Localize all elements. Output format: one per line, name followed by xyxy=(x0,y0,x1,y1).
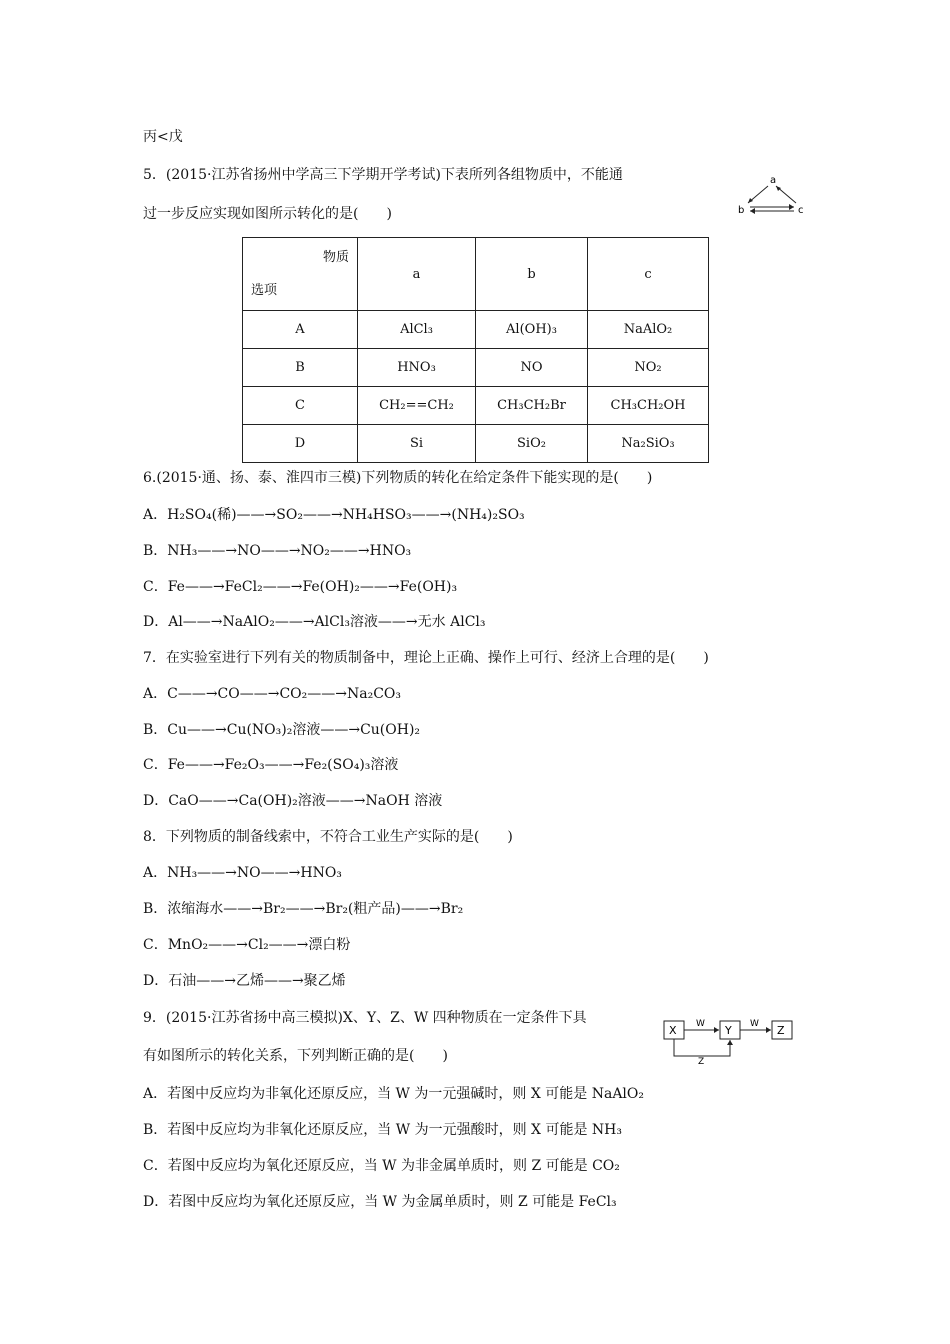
cell-c: NaAlO₂ xyxy=(588,311,709,349)
q9-xyzw-diagram xyxy=(660,1014,800,1066)
cell-c: NO₂ xyxy=(588,349,709,387)
cell-b: Al(OH)₃ xyxy=(476,311,588,349)
q9-stem-line1: 9．(2015·江苏省扬中高三模拟)X、Y、Z、W 四种物质在一定条件下具 xyxy=(143,1010,587,1026)
row-option: B xyxy=(243,349,358,387)
box-y: Y xyxy=(725,1024,732,1037)
table-row xyxy=(243,349,709,387)
row-option: A xyxy=(243,311,358,349)
col-header-b: b xyxy=(476,238,588,311)
q9-stem-line2: 有如图所示的转化关系，下列判断正确的是( ) xyxy=(143,1048,448,1064)
arrow-label-z: Z xyxy=(698,1057,705,1066)
q7-stem: 7．在实验室进行下列有关的物质制备中，理论上正确、操作上可行、经济上合理的是( ) xyxy=(143,650,709,666)
q8-option-b: B．浓缩海水——→Br₂——→Br₂(粗产品)——→Br₂ xyxy=(143,901,464,917)
box-z: Z xyxy=(777,1024,785,1037)
table-corner-cell xyxy=(243,238,358,311)
q8-option-a: A．NH₃——→NO——→HNO₃ xyxy=(143,865,342,881)
q6-stem: 6.(2015·通、扬、泰、淮四市三模)下列物质的转化在给定条件下能实现的是( ) xyxy=(143,470,653,486)
cell-c: CH₃CH₂OH xyxy=(588,387,709,425)
q6-option-d: D．Al——→NaAlO₂——→AlCl₃溶液——→无水 AlCl₃ xyxy=(143,614,486,630)
q5-triangle-diagram xyxy=(736,172,808,220)
table-row xyxy=(243,387,709,425)
row-option: C xyxy=(243,387,358,425)
col-header-a: a xyxy=(358,238,476,311)
cell-b: CH₃CH₂Br xyxy=(476,387,588,425)
cell-a: HNO₃ xyxy=(358,349,476,387)
q6-option-c: C．Fe——→FeCl₂——→Fe(OH)₂——→Fe(OH)₃ xyxy=(143,579,458,595)
q5-stem-line1: 5．(2015·江苏省扬州中学高三下学期开学考试)下表所列各组物质中，不能通 xyxy=(143,167,623,183)
q9-option-d: D．若图中反应均为氧化还原反应，当 W 为金属单质时，则 Z 可能是 FeCl₃ xyxy=(143,1194,617,1210)
arrow-label-w1: W xyxy=(696,1019,705,1029)
cell-a: AlCl₃ xyxy=(358,311,476,349)
arrow-label-w2: W xyxy=(750,1019,759,1029)
q7-option-a: A．C——→CO——→CO₂——→Na₂CO₃ xyxy=(143,686,402,702)
corner-top-label: 物质 xyxy=(322,250,349,265)
q7-option-b: B．Cu——→Cu(NO₃)₂溶液——→Cu(OH)₂ xyxy=(143,722,421,738)
col-header-c: c xyxy=(588,238,709,311)
corner-bottom-label: 选项 xyxy=(251,283,278,298)
box-x: X xyxy=(669,1024,677,1037)
q5-options-table xyxy=(242,237,709,463)
lead-text: 丙<戊 xyxy=(143,129,183,145)
row-option: D xyxy=(243,425,358,463)
cell-b: SiO₂ xyxy=(476,425,588,463)
q9-option-a: A．若图中反应均为非氧化还原反应，当 W 为一元强碱时，则 X 可能是 NaAlO₂ xyxy=(143,1086,644,1102)
cell-a: Si xyxy=(358,425,476,463)
q6-option-a: A．H₂SO₄(稀)——→SO₂——→NH₄HSO₃——→(NH₄)₂SO₃ xyxy=(143,507,525,523)
q8-stem: 8．下列物质的制备线索中，不符合工业生产实际的是( ) xyxy=(143,829,513,845)
table-row xyxy=(243,425,709,463)
q8-option-c: C．MnO₂——→Cl₂——→漂白粉 xyxy=(143,937,351,953)
cell-a: CH₂==CH₂ xyxy=(358,387,476,425)
diagram-c: c xyxy=(798,205,804,216)
diagram-b: b xyxy=(738,205,745,216)
q7-option-c: C．Fe——→Fe₂O₃——→Fe₂(SO₄)₃溶液 xyxy=(143,757,399,773)
q7-option-d: D．CaO——→Ca(OH)₂溶液——→NaOH 溶液 xyxy=(143,793,443,809)
q5-stem-line2: 过一步反应实现如图所示转化的是( ) xyxy=(143,206,392,222)
q6-option-b: B．NH₃——→NO——→NO₂——→HNO₃ xyxy=(143,543,412,559)
q9-option-c: C．若图中反应均为氧化还原反应，当 W 为非金属单质时，则 Z 可能是 CO₂ xyxy=(143,1158,620,1174)
q9-option-b: B．若图中反应均为非氧化还原反应，当 W 为一元强酸时，则 X 可能是 NH₃ xyxy=(143,1122,622,1138)
cell-b: NO xyxy=(476,349,588,387)
cell-c: Na₂SiO₃ xyxy=(588,425,709,463)
diagram-a: a xyxy=(770,175,777,186)
table-row xyxy=(243,311,709,349)
q8-option-d: D．石油——→乙烯——→聚乙烯 xyxy=(143,973,346,989)
